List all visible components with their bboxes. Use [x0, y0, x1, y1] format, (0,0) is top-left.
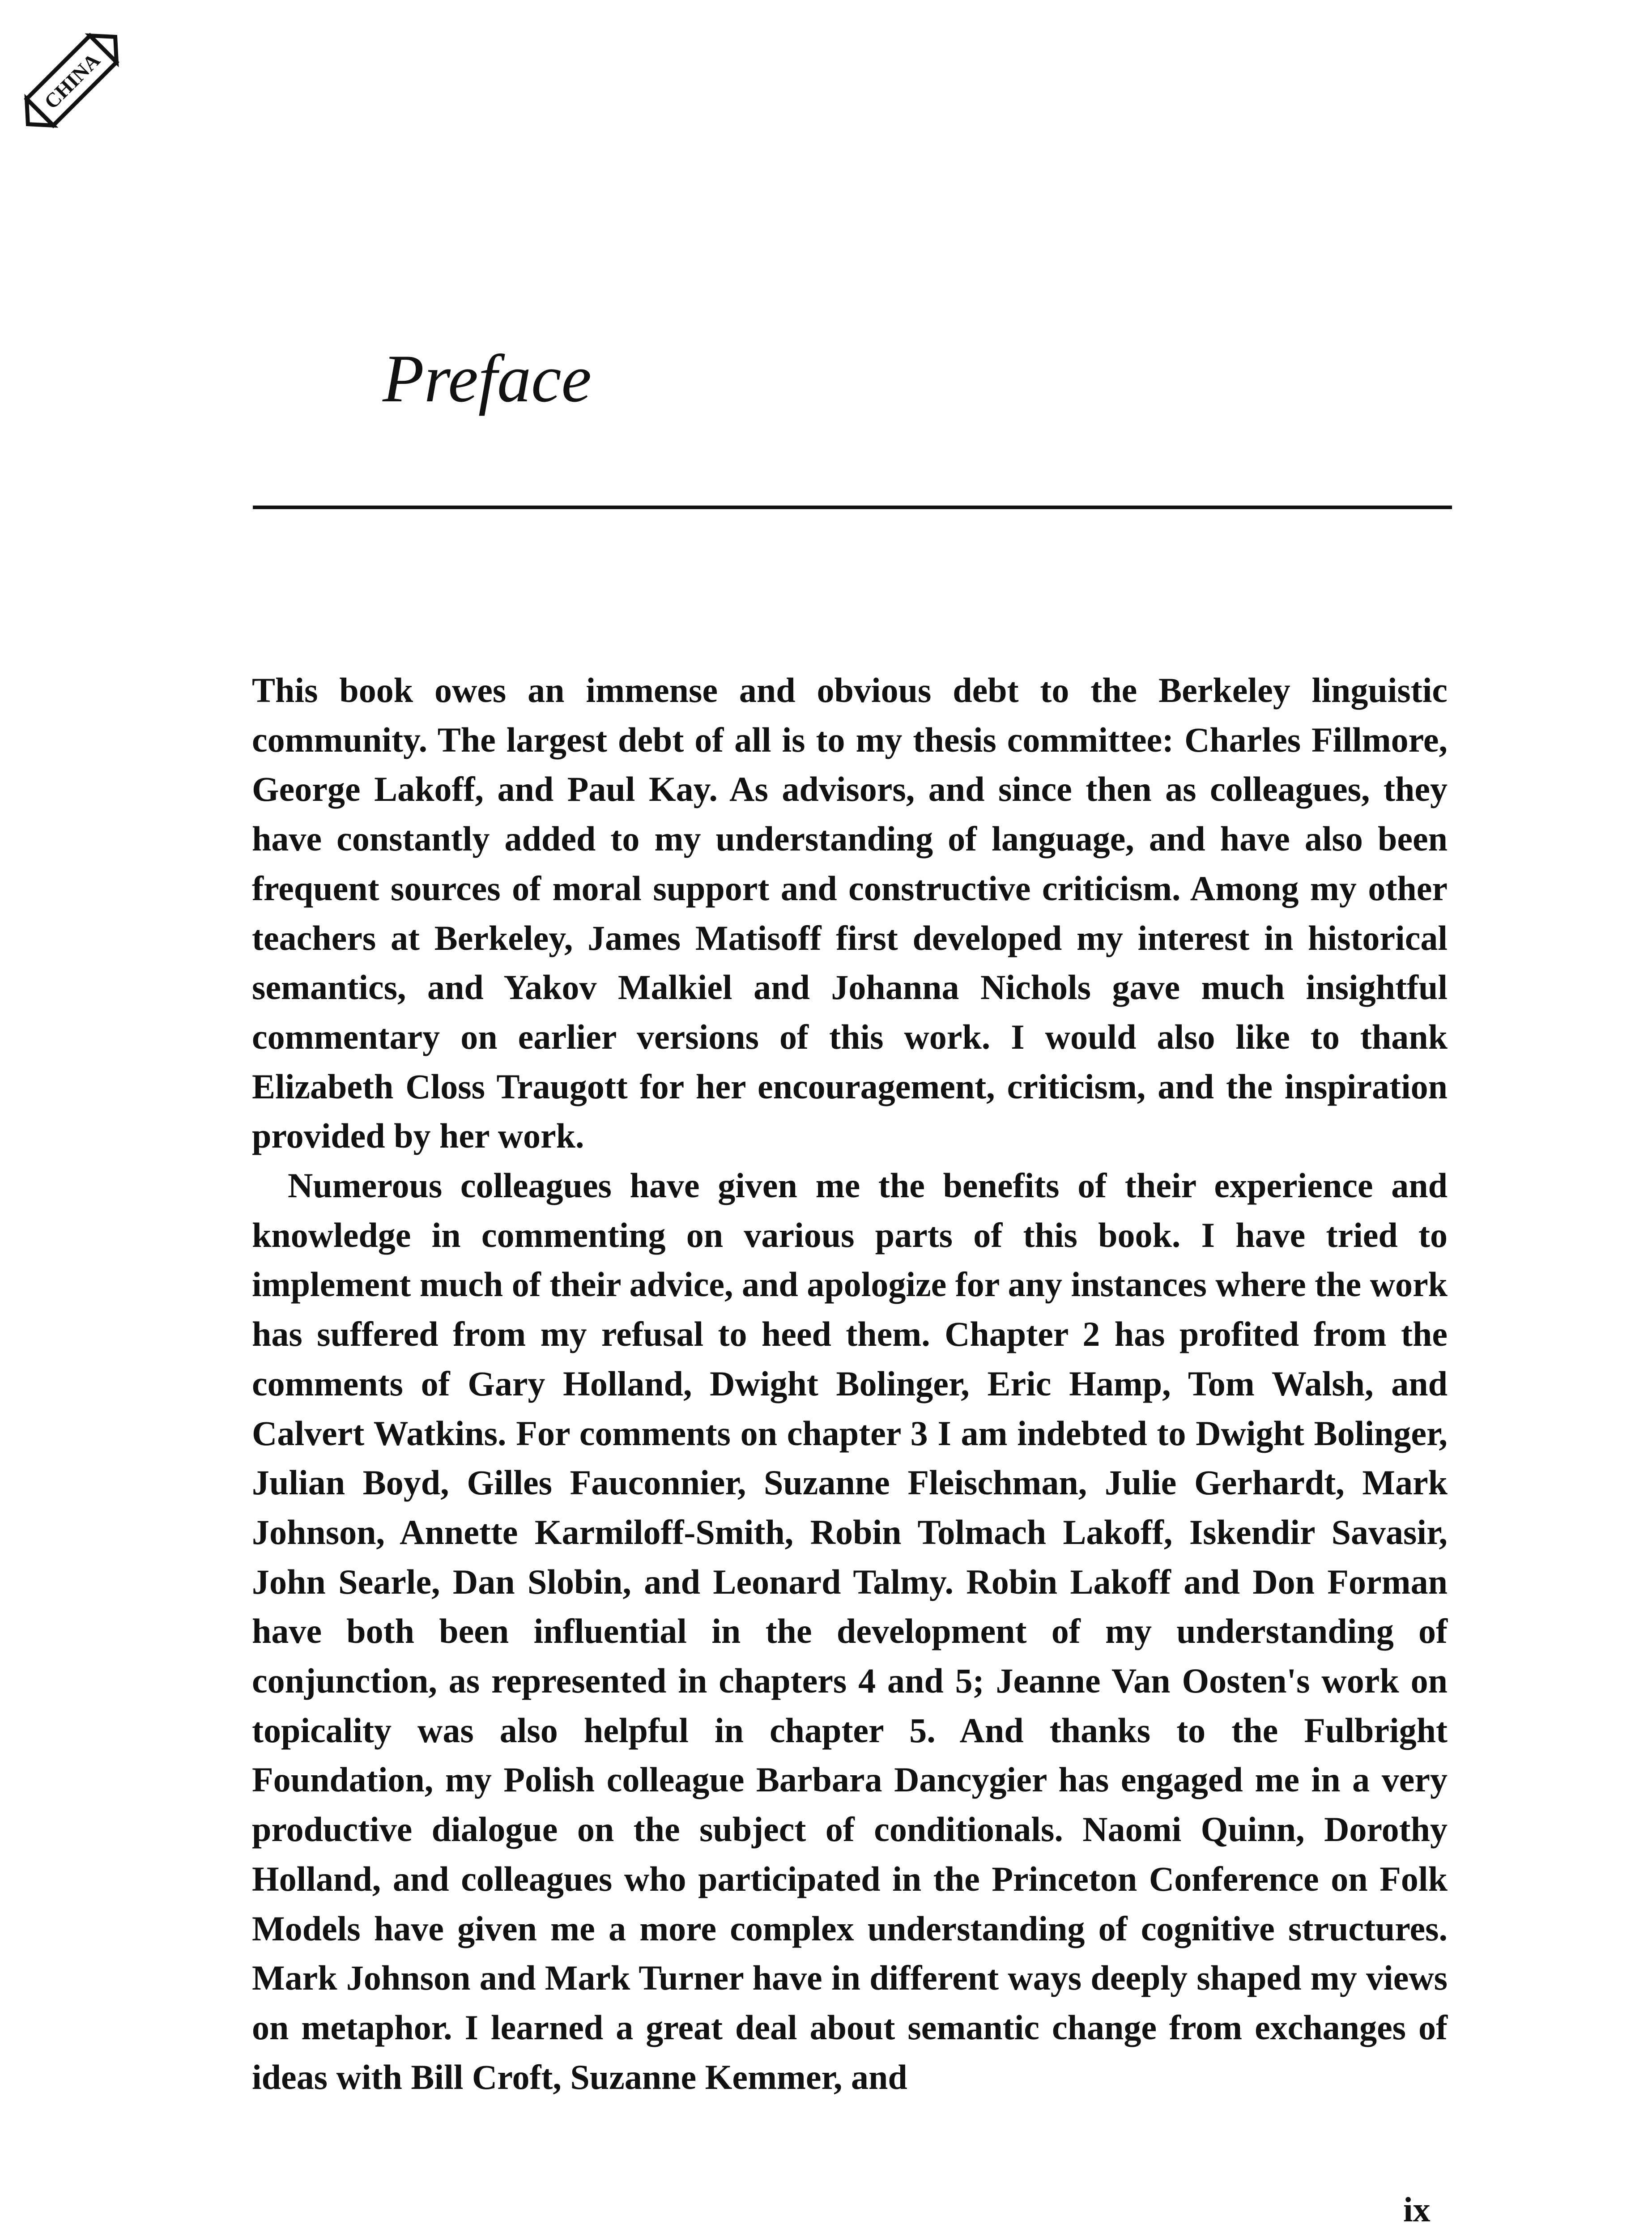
paragraph-acknowledgements-berkeley: This book owes an immense and obvious debt to the Berkeley linguistic community. The largest debt of all is to my thesis committee: Charles Fillmore, George Lakoff, and Paul Kay. As advisors, and since then as colleagues, they have constantly added to my understanding of language, and have also been frequent sources of moral support and constructive criticism. Among my other teachers at Berkeley, James Matisoff first developed my interest in historical semantics, and Yakov Malkiel and Johanna Nichols gave much insightful commentary on earlier versions of this work. I would also like to thank Elizabeth Closs Traugott for her encouragement, criticism, and the inspiration provided by her work.	[252, 671, 1448, 1156]
china-diamond-stamp-icon	[18, 27, 125, 134]
page-title: Preface	[383, 341, 592, 416]
stamp-text: CHINA	[39, 48, 105, 114]
china-stamp	[18, 27, 125, 134]
preface-body	[252, 666, 1448, 2102]
page-number: ix	[1403, 2190, 1431, 2229]
title-divider	[253, 506, 1452, 509]
paragraph-acknowledgements-colleagues: Numerous colleagues have given me the benefits of their experience and knowledge in commenting on various parts of this book. I have tried to implement much of their advice, and apologize for any instances where the work has suffered from my refusal to heed them. Chapter 2 has profited from the comments of Gary Holland, Dwight Bolinger, Eric Hamp, Tom Walsh, and Calvert Watkins. For comments on chapter 3 I am indebted to Dwight Bolinger, Julian Boyd, Gilles Fauconnier, Suzanne Fleischman, Julie Gerhardt, Mark Johnson, Annette Karmiloff-Smith, Robin Tolmach Lakoff, Iskendir Savasir, John Searle, Dan Slobin, and Leonard Talmy. Robin Lakoff and Don Forman have both been influential in the development of my understanding of conjunction, as represented in chapters 4 and 5; Jeanne Van Oosten's work on topicality was also helpful in chapter 5. And thanks to the Fulbright Foundation, my Polish colleague Barbara Dancygier has engaged me in a very productive dialogue on the subject of conditionals. Naomi Quinn, Dorothy Holland, and colleagues who participated in the Princeton Conference on Folk Models have given me a more complex understanding of cognitive structures. Mark Johnson and Mark Turner have in different ways deeply shaped my views on metaphor. I learned a great deal about semantic change from exchanges of ideas with Bill Croft, Suzanne Kemmer, and	[252, 1166, 1448, 2097]
